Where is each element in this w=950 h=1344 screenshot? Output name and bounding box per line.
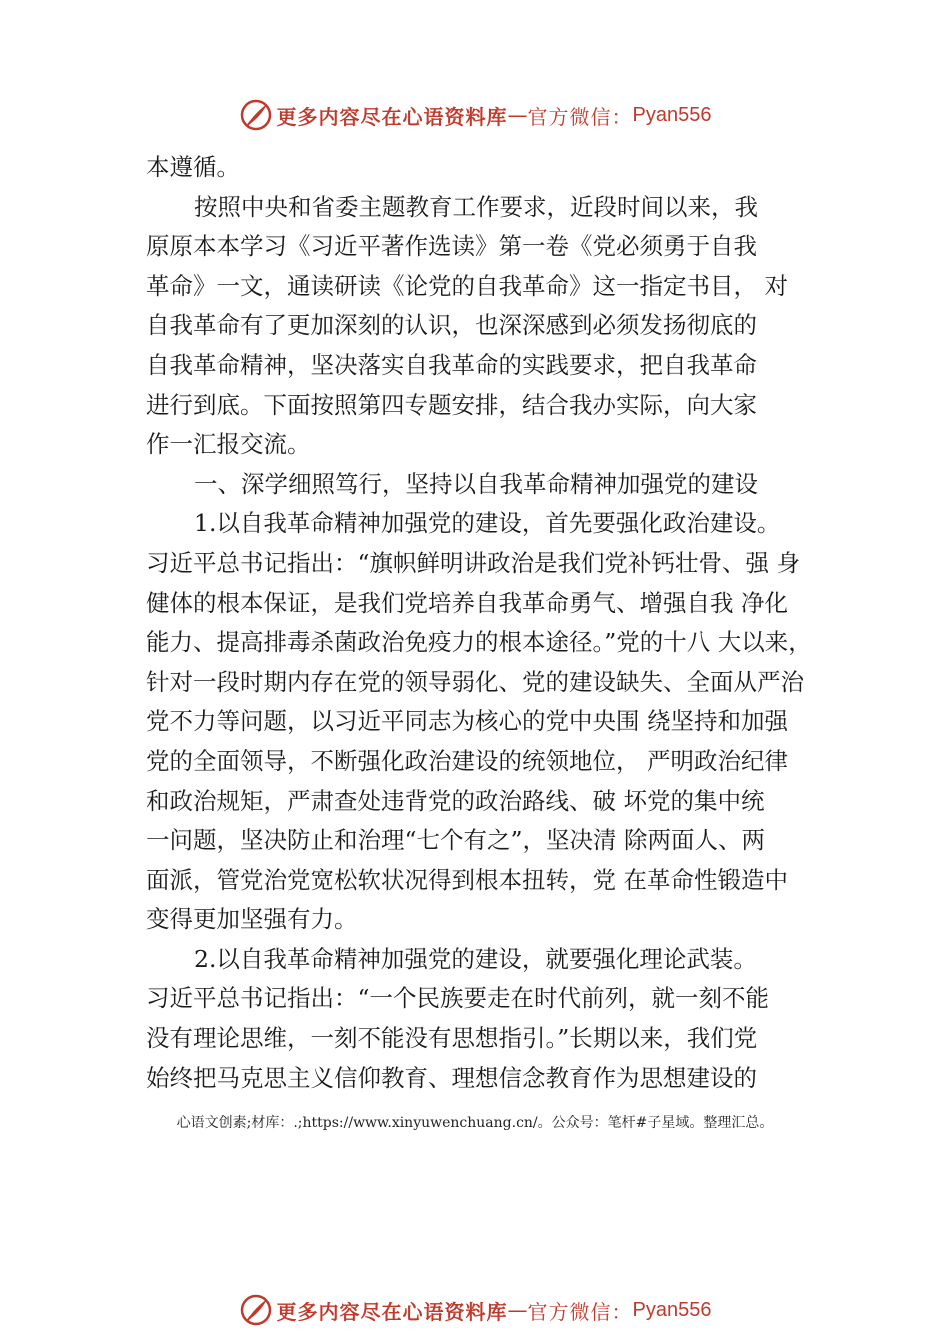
banner-wechat-label: 官方微信： xyxy=(527,1299,633,1324)
section-heading: 一、深学细照笃行，坚持以自我革命精神加强党的建设 xyxy=(194,469,758,498)
text-line: 习近平总书记指出：“一个民族要走在时代前列，就一刻不能 xyxy=(146,984,770,1013)
quill-pen-logo-icon xyxy=(239,1293,273,1327)
text-line: 自我革命有了更加深刻的认识，也深深感到必须发扬彻底的 xyxy=(146,311,757,340)
text-line: 自我革命精神，坚决落实自我革命的实践要求，把自我革命 xyxy=(146,350,757,379)
text-line: 面派，管党治党宽松软状况得到根本扭转，党 在革命性锻造中 xyxy=(146,865,788,894)
text-line: 习近平总书记指出：“旗帜鲜明讲政治是我们党补钙壮骨、强 身 xyxy=(146,548,800,577)
text-line: 变得更加坚强有力。 xyxy=(146,905,358,934)
text-line: 作一汇报交流。 xyxy=(146,430,311,459)
text-line: 革命》一文，通读研读《论党的自我革命》这一指定书目， 对 xyxy=(146,271,788,300)
text-line: 党不力等问题，以习近平同志为核心的党中央围 绕坚持和加强 xyxy=(146,707,788,736)
banner-separator: — xyxy=(507,1298,528,1322)
text-line: 和政治规矩，严肃查处违背党的政治路线、破 坏党的集中统 xyxy=(146,786,765,815)
banner-title: 更多内容尽在心语资料库 xyxy=(276,104,508,129)
text-line: 按照中央和省委主题教育工作要求，近段时间以来，我 xyxy=(194,192,758,221)
text-line: 党的全面领导，不断强化政治建设的统领地位， 严明政治纪律 xyxy=(146,746,788,775)
quill-pen-logo-icon xyxy=(239,98,273,132)
header-banner xyxy=(0,95,950,135)
banner-wechat-label: 官方微信： xyxy=(527,104,633,129)
text-line: 进行到底。下面按照第四专题安排，结合我办实际，向大家 xyxy=(146,390,757,419)
text-line: 原原本本学习《习近平著作选读》第一卷《党必须勇于自我 xyxy=(146,232,757,261)
footer-banner xyxy=(0,1290,950,1330)
document-body xyxy=(146,148,846,1098)
text-line: 能力、提高排毒杀菌政治免疫力的根本途径。”党的十八 大以来， xyxy=(146,628,812,657)
banner-title: 更多内容尽在心语资料库 xyxy=(276,1299,508,1324)
text-line: 本遵循。 xyxy=(146,153,240,181)
banner-separator: — xyxy=(507,103,528,127)
subsection-heading: 2.以自我革命精神加强党的建设，就要强化理论武装。 xyxy=(194,944,757,973)
subsection-heading: 1.以自我革命精神加强党的建设，首先要强化政治建设。 xyxy=(194,509,781,538)
source-footnote: 心语文创素;材库：.;https://www.xinyuwenchuang.cn/。公众号：笔杆#子星域。整理汇总。 xyxy=(176,1115,774,1131)
text-line: 一问题，坚决防止和治理“七个有之”，坚决清 除两面人、两 xyxy=(146,826,765,855)
banner-wechat-id: Pyan556 xyxy=(632,1298,712,1321)
banner-wechat-id: Pyan556 xyxy=(632,103,712,126)
text-line: 健体的根本保证，是我们党培养自我革命勇气、增强自我 净化 xyxy=(146,588,788,617)
text-line: 始终把马克思主义信仰教育、理想信念教育作为思想建设的 xyxy=(146,1063,757,1092)
text-line: 没有理论思维，一刻不能没有思想指引。”长期以来，我们党 xyxy=(146,1024,758,1053)
text-line: 针对一段时期内存在党的领导弱化、党的建设缺失、全面从严治 xyxy=(146,667,804,696)
